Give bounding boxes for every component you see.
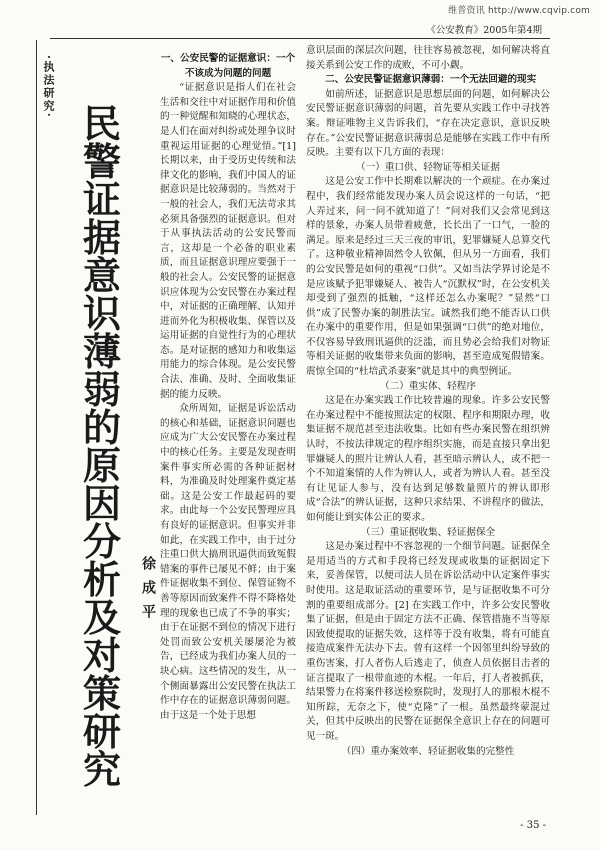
title-char: 因 — [82, 482, 121, 526]
paragraph: 这是办案过程中不容忽视的一个细节问题。证据保全是用适当的方式和手段将已经发现或收集的证据固定下来，妥善保管，以便司法人员在诉讼活动中认定案件事实时使用。这是取证活动的重要环节，是与证据收集不可分割的重要组成部分。[2] 在实践工作中，许多公安民警收集了证据，但是由于固定方法不正确、保管措施不当等原因致使提取的证据失效，这样等于没有收集，将有可能直接造成案件无法办下去。曾有这样一个因邻里纠纷导致的重伤害案，打人者伤人后逃走了，侦查人员依据目击者的证言提取了一根带血迹的木棍。一年后，打人者被抓获，结果警力在将案件移送检察院时，发现打人的那根木棍不知所踪，无奈之下，使“克隆”了一根。虽然最终蒙混过关，但其中反映出的民警在证据保全意识上存在的问题可见一斑。 — [306, 541, 550, 742]
title-char: 识 — [82, 292, 121, 336]
page-number: - 35 - — [520, 820, 546, 831]
title-char: 研 — [82, 710, 121, 754]
title-char: 原 — [82, 444, 121, 488]
header-rule — [50, 38, 550, 39]
section-heading-2: 二、公安民警证据意识薄弱：一个无法回避的现实 — [325, 74, 537, 86]
subheading: （四）重办案效率、轻证据收集的完整性 — [341, 745, 515, 757]
title-char: 民 — [82, 102, 121, 146]
middle-column — [160, 50, 296, 723]
title-char: 及 — [82, 596, 121, 640]
section-heading-1: 一、公安民警的证据意识：一个不该成为问题的问题 — [160, 53, 296, 79]
title-char: 意 — [82, 254, 121, 298]
subheading: （三）重证据收集、轻证据保全 — [360, 526, 496, 538]
subheading: （二）重实体、轻程序 — [380, 380, 476, 392]
title-char: 薄 — [82, 330, 121, 374]
title-char: 弱 — [82, 368, 121, 412]
paragraph: 众所周知，证据是诉讼活动的核心和基础，证据意识问题也应成为广大公安民警在办案过程中的核心任务。主要是发现查明案件事实所必需的各种证据材料，为准确及时处理案件奠定基础。这是公安工作最起码的要求。由此每一个公安民警理应具有良好的证据意识。但事实并非如此，在实践工作中，由于过分注重口供大搞刑讯逼供而致冤假错案的事件已屡见不鲜；由于案件证据收集不到位、保管证物不善等原因而致案件不得不降格处理的现象也已成了不争的事实；由于在证据不到位的情况下进行处罚而致公安机关屡屡沦为被告，已经成为我们办案人员的一块心病。这些情况的发生，从一个侧面暴露出公安民警在执法工作中存在的证据意识薄弱问题。由于这是一个处于思想 — [160, 403, 296, 721]
title-char: 分 — [82, 520, 121, 564]
paragraph: 这是公安工作中长期难以解决的一个顽症。在办案过程中，我们经常能发现办案人员会说这样的一句话，“把人弄过来，问一问不就知道了！”问对我们又会常见到这样的景象，办案人员带着疲惫，长长出了一口气，一脸的满足。原来是经过三天三夜的审讯，犯罪嫌疑人总算交代了。这种敬业精神固然令人钦佩，但从另一方面看，我们的公安民警是如何的重视“口供”。又如当法学界讨论是不是应该赋予犯罪嫌疑人、被告人“沉默权”时，在公安机关却受到了强烈的抵触，“这样还怎么办案呢？”显然“口供”成了民警办案的制胜法宝。诚然我们绝不能否认口供在办案中的重要作用，但是如果强调“口供”的绝对地位，不仅容易导致刑讯逼供的泛滥，而且势必会给我们对物证等相关证据的收集带来负面的影响，甚至造成冤假错案。震惊全国的“杜培武杀妻案”就是其中的典型例证。 — [306, 176, 550, 378]
journal-header: 《公安教育》2005年第4期 — [426, 25, 542, 36]
right-column — [306, 44, 550, 759]
margin-rule — [36, 40, 37, 815]
title-char: 的 — [82, 406, 121, 450]
paragraph: 这是在办案实践工作比较普遍的现象。许多公安民警在办案过程中不能按照法定的权限、程序和期限办理，收集证据不规范甚至违法收集。比如有些办案民警在组织辨认时，不按法律规定的程序组织实施，而是直接只拿出犯罪嫌疑人的照片让辨认人看，甚至暗示辨认人，或不把一个不知道案情的人作为辨认人，或者为辨认人看。甚至没有让见证人参与，没有达到足够数量照片的辨认即形成“合法”的辨认证据，这种只求结果、不讲程序的做法，如何能让到实体公正的要求。 — [306, 395, 550, 523]
subheading: （一）重口供、轻物证等相关证据 — [356, 161, 500, 173]
author-name: 徐成平 — [140, 556, 156, 628]
watermark: 维普资讯 http://www.cqvip.com — [448, 6, 590, 16]
title-char: 析 — [82, 558, 121, 602]
title-char: 据 — [82, 216, 121, 260]
title-char: 证 — [82, 178, 121, 222]
title-char: 究 — [82, 748, 121, 792]
section-tag: ·执法研究· — [42, 55, 55, 119]
title-char: 对 — [82, 634, 121, 678]
article-title — [78, 102, 126, 795]
paragraph: “证据意识是指人们在社会生活和交往中对证据作用和价值的一种觉醒和知晓的心理状态，是人们在面对纠纷或处理争议时重视运用证据的心理觉悟。”[1] 长期以来，由于受历史传统和法律文化的影响，我们中国人的证据意识是比较薄弱的。当然对于一般的社会人，我们无法苛求其必须具备强烈的证据意识。但对于从事执法活动的公安民警而言，这却是一个必备的职业素质，而且证据意识理应要强于一般的社会人。公安民警的证据意识应体现为公安民警在办案过程中，对证据的正确理解、认知并进而外化为积极收集、保管以及运用证据的自觉性行为的心理状态。是对证据的感知力和收集运用能力的综合体现。是公安民警合法、准确、及时、全面收集证据的能力反映。 — [160, 82, 296, 400]
title-char: 警 — [82, 140, 121, 184]
title-char: 策 — [82, 672, 121, 716]
paragraph: 如前所述，证据意识是思想层面的问题，如何解决公安民警证据意识薄弱的问题，首先要从实践工作中寻找答案。辩证唯物主义告诉我们，“存在决定意识，意识反映存在。”公安民警证据意识薄弱总是能够在实践工作中有所反映。主要有以下几方面的表现： — [306, 88, 550, 159]
paragraph: 意识层面的深层次问题，往往容易被忽视，如何解决将直接关系到公安工作的成败，不可小觑。 — [306, 45, 550, 71]
